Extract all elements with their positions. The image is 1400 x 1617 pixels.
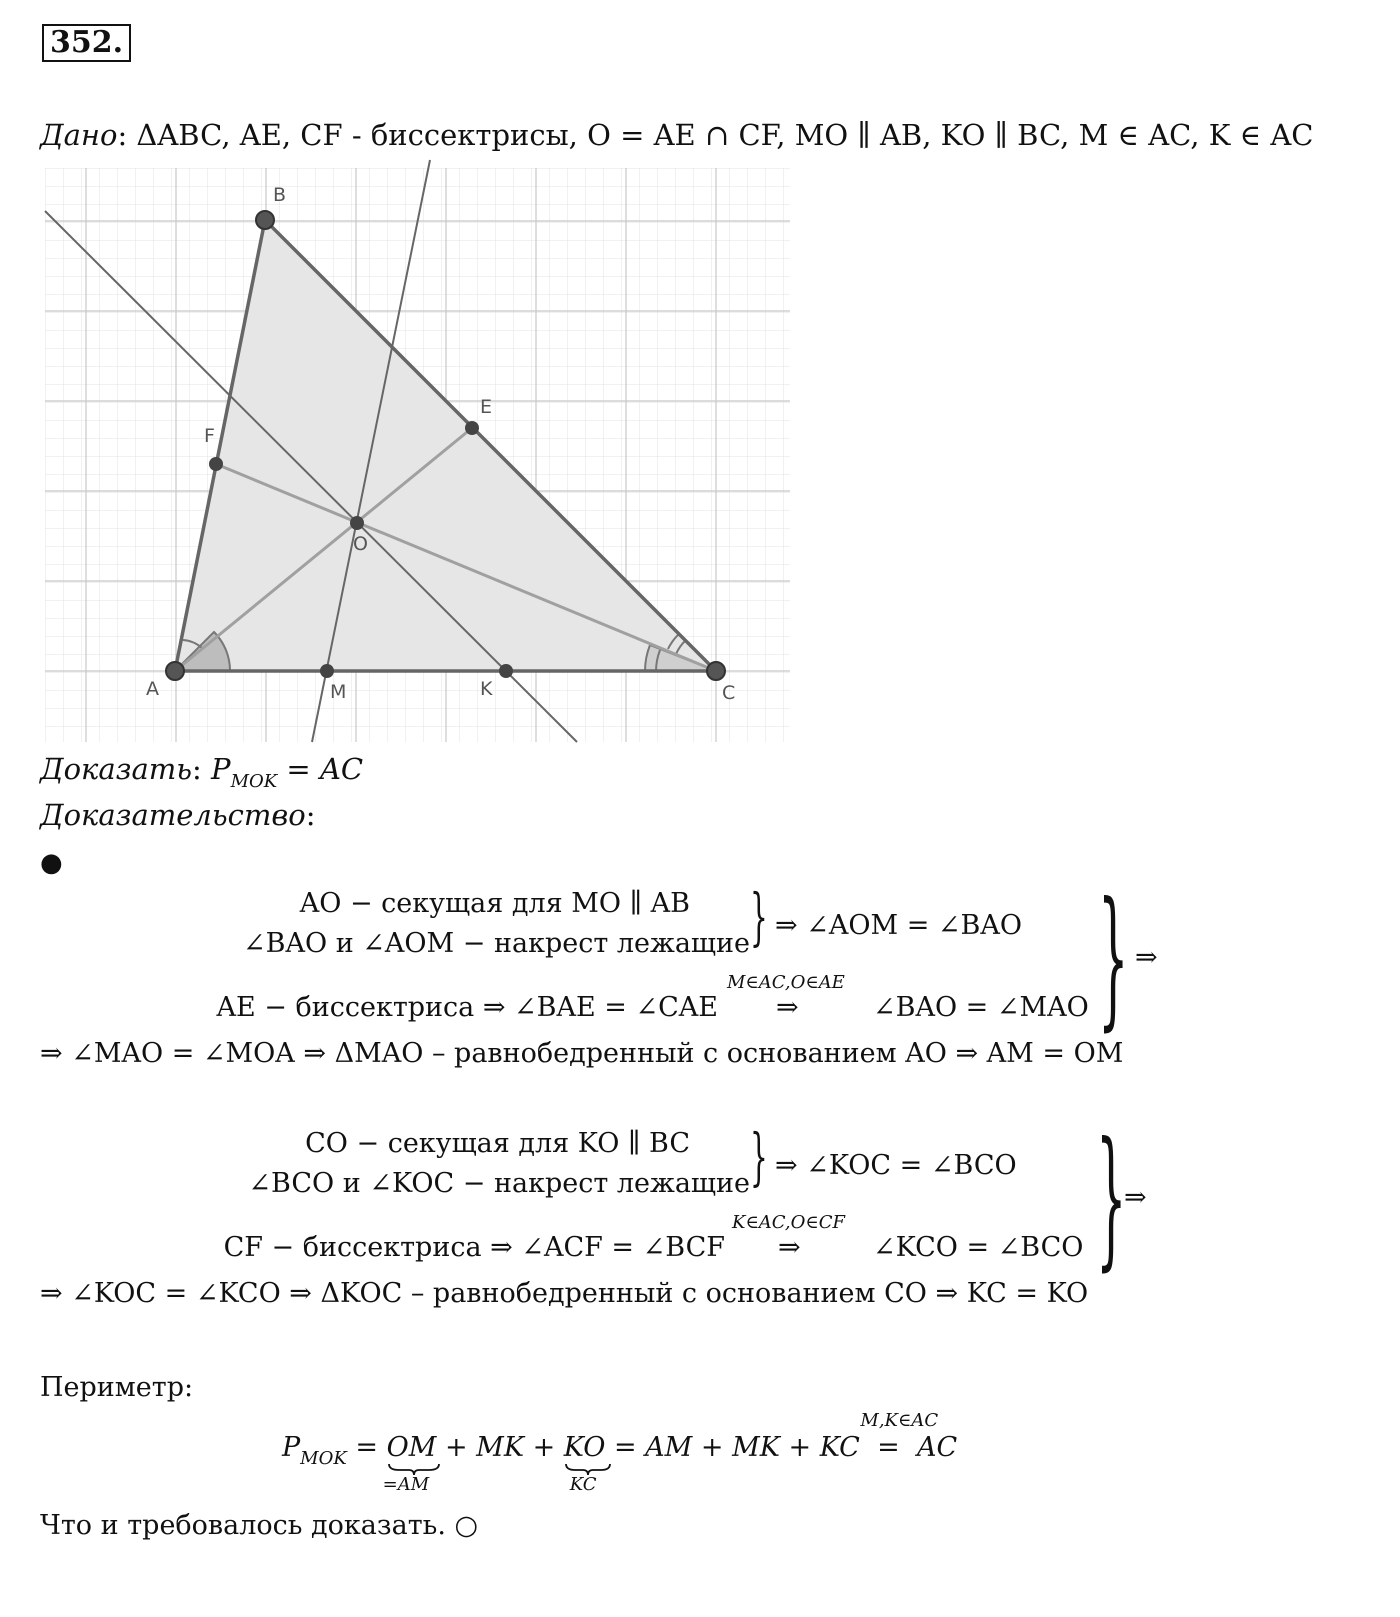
triangle-figure <box>0 0 800 750</box>
block1-line3: AE − биссектриса ⇒ ∠BAE = ∠CAE <box>216 992 718 1023</box>
perimeter-ac: AC <box>917 1432 958 1463</box>
perimeter-label: Периметр: <box>40 1372 194 1403</box>
prove-line: Доказать: $P_{MOK}$ = AC <box>40 752 364 792</box>
perimeter-eq2 <box>860 1410 939 1463</box>
label-a: A <box>146 678 159 700</box>
given-label: Дано <box>40 118 118 152</box>
perimeter-eq1: = <box>346 1432 387 1463</box>
block1-arrow: ⇒ <box>776 992 799 1023</box>
problem-number: 352. <box>42 24 131 62</box>
block2-line1: CO − секущая для KO ∥ BC <box>305 1128 690 1159</box>
label-m: M <box>330 681 347 703</box>
block1-line2: ∠BAO и ∠AOM − накрест лежащие <box>243 928 750 959</box>
perimeter-rest: = AM + MK + KC <box>605 1432 869 1463</box>
point-a <box>166 662 184 680</box>
point-k <box>499 664 513 678</box>
block1-implies: ⇒ <box>1135 942 1158 973</box>
point-m <box>320 664 334 678</box>
block1-result1: ⇒ ∠AOM = ∠BAO <box>775 910 1022 941</box>
perimeter-om-text: OM <box>386 1432 437 1463</box>
block1-over-arrow: M∈AC,O∈AE <box>727 972 845 993</box>
label-b: B <box>273 184 287 206</box>
block2-implies: ⇒ <box>1124 1182 1147 1213</box>
perimeter-sub: MOK <box>300 1448 347 1469</box>
point-e <box>465 421 479 435</box>
label-c: C <box>722 682 736 704</box>
proof-label: Доказательство <box>40 798 306 832</box>
block1-inner-brace: } <box>750 880 768 953</box>
block2-result1: ⇒ ∠KOC = ∠BCO <box>775 1150 1017 1181</box>
given-text: : ΔABC, AE, CF - биссектрисы, O = AE ∩ CF, MO ∥ AB, KO ∥ BC, M ∈ AC, K ∈ AC <box>117 118 1314 152</box>
perimeter-ko-under: KC <box>569 1474 597 1495</box>
perimeter-ko <box>563 1432 606 1495</box>
point-c <box>707 662 725 680</box>
label-o: O <box>353 533 368 555</box>
perimeter-mid: + MK + <box>436 1432 564 1463</box>
block2-line3: CF − биссектриса ⇒ ∠ACF = ∠BCF <box>223 1232 725 1263</box>
block1-line1: AO − секущая для MO ∥ AB <box>299 888 690 919</box>
perimeter-om-under: =AM <box>382 1474 430 1495</box>
block2-conclusion: ⇒ ∠KOC = ∠KCO ⇒ ΔKOC – равнобедренный с основанием CO ⇒ KC = KO <box>40 1278 1089 1309</box>
label-k: K <box>480 678 493 700</box>
block1-result3: ∠BAO = ∠MAO <box>873 992 1089 1023</box>
perimeter-eq2-sign: = <box>877 1432 900 1463</box>
point-f <box>209 457 223 471</box>
proof-heading: Доказательство: <box>40 798 316 832</box>
perimeter-formula <box>282 1410 958 1495</box>
block2-inner-brace: } <box>750 1120 768 1193</box>
block2-line2: ∠BCO и ∠KOC − накрест лежащие <box>248 1168 750 1199</box>
label-e: E <box>480 396 493 418</box>
point-b <box>256 211 274 229</box>
prove-label: Доказать <box>40 752 193 786</box>
perimeter-ko-text: KO <box>563 1432 606 1463</box>
block2-over-arrow: K∈AC,O∈CF <box>732 1212 845 1233</box>
prove-rhs: = AC <box>277 752 364 786</box>
perimeter-om <box>382 1432 437 1495</box>
prove-sub: MOK <box>230 771 278 792</box>
perimeter-p: P <box>282 1432 301 1463</box>
perimeter-over-eq: M,K∈AC <box>860 1410 939 1431</box>
block1-conclusion: ⇒ ∠MAO = ∠MOA ⇒ ΔMAO – равнобедренный с основанием AO ⇒ AM = OM <box>40 1038 1124 1069</box>
point-o <box>350 516 364 530</box>
block2-outer-brace: } <box>1096 1111 1127 1285</box>
block2-result3: ∠KCO = ∠BCO <box>873 1232 1084 1263</box>
label-f: F <box>204 425 215 447</box>
block1-outer-brace: } <box>1098 871 1129 1045</box>
block2-arrow: ⇒ <box>778 1232 801 1263</box>
prove-p: P <box>211 752 231 786</box>
bullet: ● <box>40 848 63 878</box>
qed: Что и требовалось доказать. ○ <box>40 1510 479 1541</box>
